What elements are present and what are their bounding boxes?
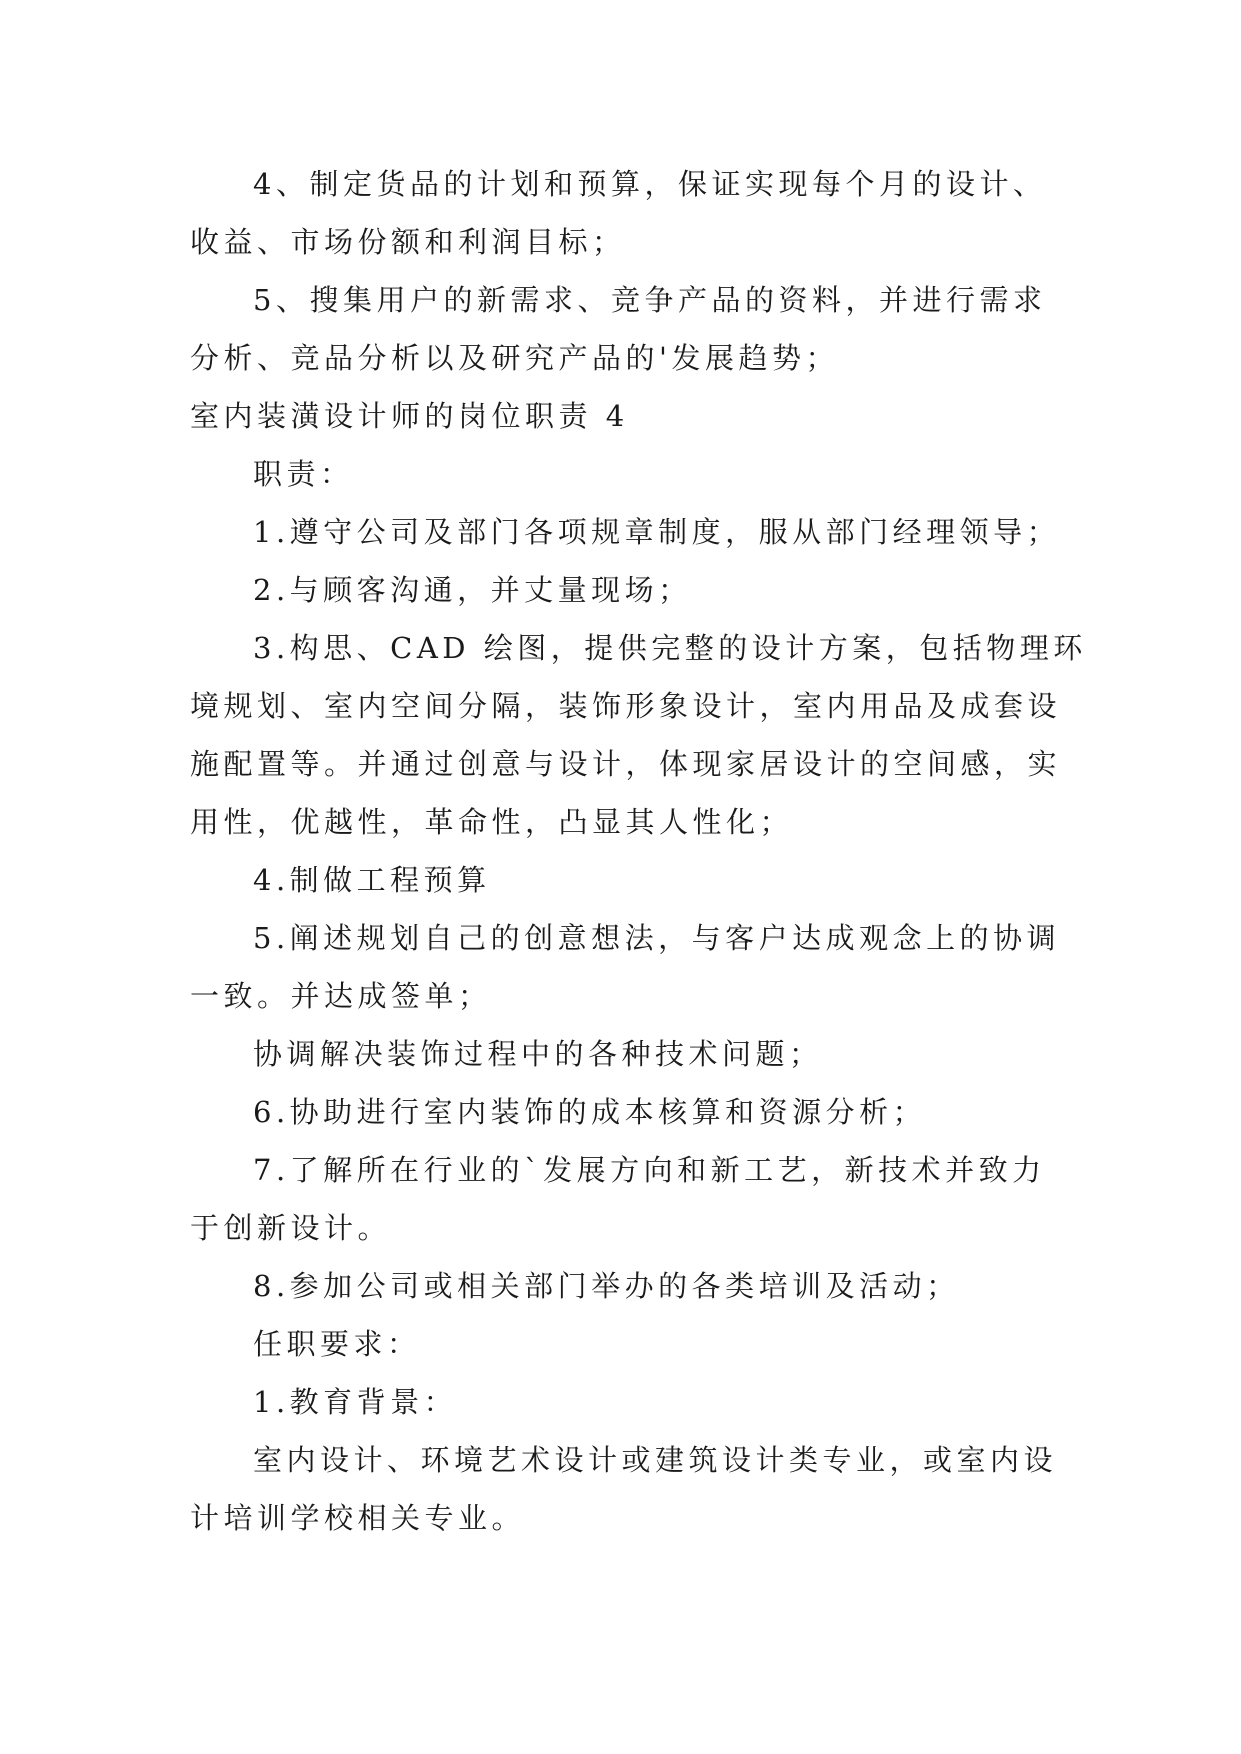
- subheading-requirements: 任职要求：: [253, 1327, 421, 1361]
- paragraph-line: 4、制定货品的计划和预算，保证实现每个月的设计、: [253, 167, 1047, 201]
- paragraph-line: 境规划、室内空间分隔，装饰形象设计，室内用品及成套设: [190, 689, 1062, 723]
- paragraph-line: 4.制做工程预算: [253, 863, 491, 897]
- section-heading: 室内装潢设计师的岗位职责 4: [190, 399, 629, 433]
- paragraph-line: 1.教育背景：: [253, 1385, 458, 1419]
- paragraph-line: 协调解决装饰过程中的各种技术问题；: [253, 1037, 823, 1071]
- paragraph-line: 6.协助进行室内装饰的成本核算和资源分析；: [253, 1095, 927, 1129]
- paragraph-line: 7.了解所在行业的`发展方向和新工艺，新技术并致力: [253, 1153, 1046, 1187]
- paragraph-line: 用性，优越性，革命性，凸显其人性化；: [190, 805, 794, 839]
- paragraph-line: 计培训学校相关专业。: [190, 1501, 526, 1535]
- paragraph-line: 室内设计、环境艺术设计或建筑设计类专业，或室内设: [253, 1443, 1058, 1477]
- paragraph-line: 2.与顾客沟通，并丈量现场；: [253, 573, 692, 607]
- paragraph-line: 1.遵守公司及部门各项规章制度，服从部门经理领导；: [253, 515, 1061, 549]
- paragraph-line: 3.构思、CAD 绘图，提供完整的设计方案，包括物理环: [253, 631, 1087, 665]
- paragraph-line: 8.参加公司或相关部门举办的各类培训及活动；: [253, 1269, 960, 1303]
- subheading-duties: 职责：: [253, 457, 354, 491]
- paragraph-line: 5.阐述规划自己的创意想法，与客户达成观念上的协调: [253, 921, 1061, 955]
- paragraph-line: 5、搜集用户的新需求、竞争产品的资料，并进行需求: [253, 283, 1047, 317]
- paragraph-line: 一致。并达成签单；: [190, 979, 492, 1013]
- paragraph-line: 施配置等。并通过创意与设计，体现家居设计的空间感，实: [190, 747, 1062, 781]
- paragraph-line: 收益、市场份额和利润目标；: [190, 225, 626, 259]
- paragraph-line: 分析、竞品分析以及研究产品的'发展趋势；: [190, 341, 839, 375]
- paragraph-line: 于创新设计。: [190, 1211, 392, 1245]
